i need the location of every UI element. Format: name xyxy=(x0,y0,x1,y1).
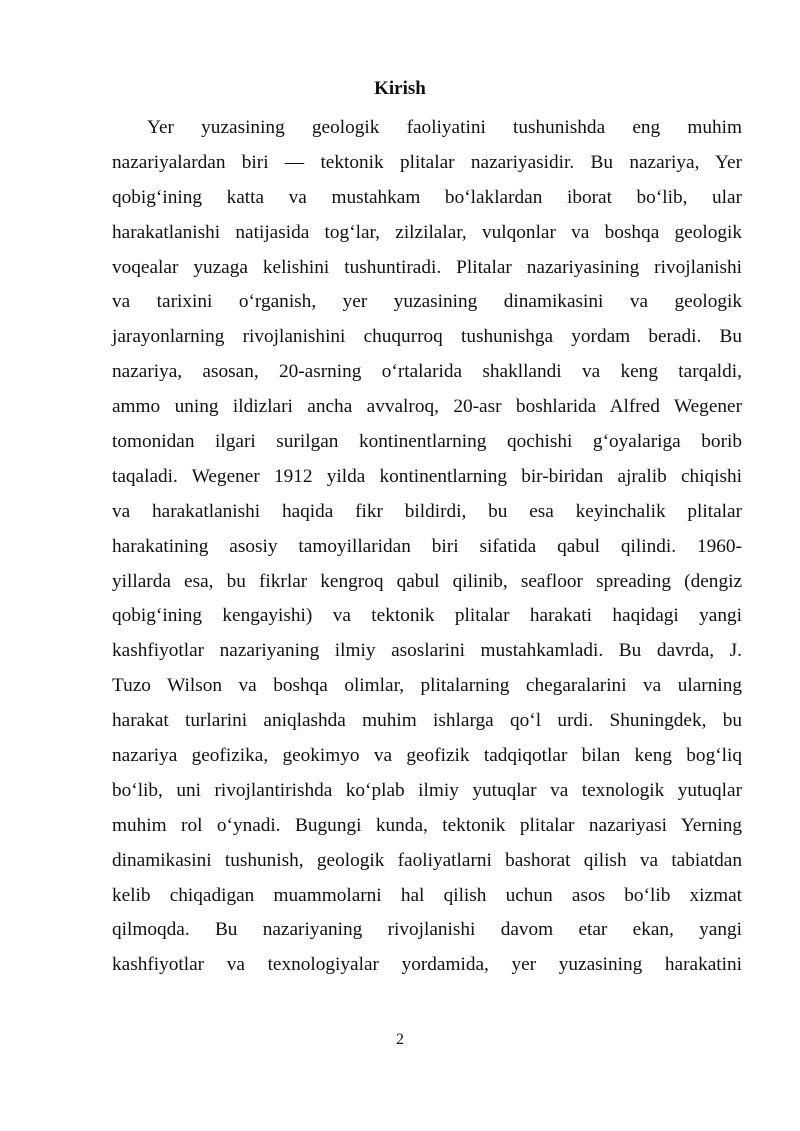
paragraph-line: tomonidan ilgari surilgan kontinentlarning qochishi g‘oyalariga borib xyxy=(112,431,742,453)
body-paragraph xyxy=(112,111,742,983)
page-number: 2 xyxy=(396,1031,404,1048)
paragraph-line: qobig‘ining katta va mustahkam bo‘laklardan iborat bo‘lib, ular xyxy=(112,186,742,208)
paragraph-line: voqealar yuzaga kelishini tushuntiradi. Plitalar nazariyasining rivojlanishi xyxy=(112,256,742,278)
paragraph-line: qilmoqda. Bu nazariyaning rivojlanishi davom etar ekan, yangi xyxy=(112,919,742,941)
paragraph-line: bo‘lib, uni rivojlantirishda ko‘plab ilmiy yutuqlar va texnologik yutuqlar xyxy=(112,779,742,801)
paragraph-line: harakat turlarini aniqlashda muhim ishlarga qo‘l urdi. Shuningdek, bu xyxy=(112,710,742,732)
paragraph-line: kashfiyotlar va texnologiyalar yordamida, yer yuzasining harakatini xyxy=(112,954,742,976)
paragraph-line: kelib chiqadigan muammolarni hal qilish uchun asos bo‘lib xizmat xyxy=(112,884,742,906)
paragraph-line: nazariya geofizika, geokimyo va geofizik tadqiqotlar bilan keng bog‘liq xyxy=(112,745,742,767)
paragraph-line: ammo uning ildizlari ancha avvalroq, 20-asr boshlarida Alfred Wegener xyxy=(112,396,742,418)
paragraph-line: harakatining asosiy tamoyillaridan biri sifatida qabul qilindi. 1960- xyxy=(112,535,742,557)
paragraph-line: nazariya, asosan, 20-asrning o‘rtalarida shakllandi va keng tarqaldi, xyxy=(112,361,742,383)
paragraph-line: yillarda esa, bu fikrlar kengroq qabul qilinib, seafloor spreading (dengiz xyxy=(112,570,742,592)
paragraph-line: va harakatlanishi haqida fikr bildirdi, bu esa keyinchalik plitalar xyxy=(112,500,742,522)
section-heading: Kirish xyxy=(374,78,426,99)
paragraph-line: Yer yuzasining geologik faoliyatini tushunishda eng muhim xyxy=(147,117,742,138)
paragraph-line: va tarixini o‘rganish, yer yuzasining dinamikasini va geologik xyxy=(112,291,742,313)
paragraph-line: harakatlanishi natijasida tog‘lar, zilzilalar, vulqonlar va boshqa geologik xyxy=(112,221,742,243)
paragraph-line: Tuzo Wilson va boshqa olimlar, plitalarning chegaralarini va ularning xyxy=(112,675,742,697)
paragraph-line: muhim rol o‘ynadi. Bugungi kunda, tektonik plitalar nazariyasi Yerning xyxy=(112,814,742,836)
paragraph-line: jarayonlarning rivojlanishini chuqurroq tushunishga yordam beradi. Bu xyxy=(112,326,742,348)
paragraph-line: dinamikasini tushunish, geologik faoliyatlarni bashorat qilish va tabiatdan xyxy=(112,849,742,871)
paragraph-line: qobig‘ining kengayishi) va tektonik plitalar harakati haqidagi yangi xyxy=(112,605,742,627)
paragraph-line: nazariyalardan biri — tektonik plitalar nazariyasidir. Bu nazariya, Yer xyxy=(112,151,742,173)
paragraph-line: kashfiyotlar nazariyaning ilmiy asoslarini mustahkamladi. Bu davrda, J. xyxy=(112,640,742,662)
paragraph-line: taqaladi. Wegener 1912 yilda kontinentlarning bir-biridan ajralib chiqishi xyxy=(112,465,742,487)
